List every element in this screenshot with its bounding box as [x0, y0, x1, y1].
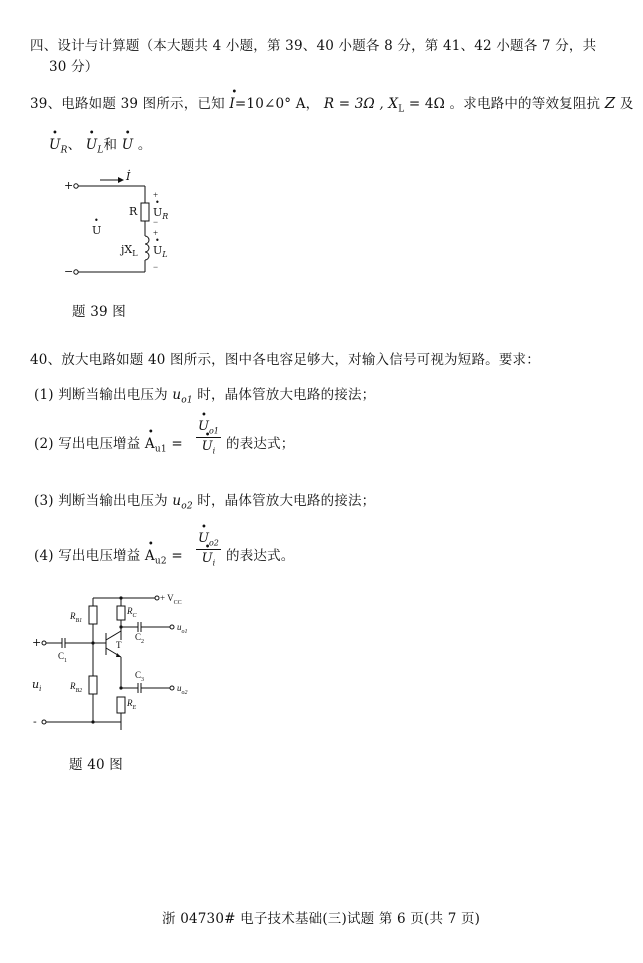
q39-current-label: İ — [126, 170, 131, 183]
q40-item3: (3) 判断当输出电压为 $u_{o2}$ 时，晶体管放大电路的接法； — [34, 493, 376, 512]
q40-re: $R_E$ — [127, 698, 137, 711]
q39-line1: 39、电路如题 39 图所示，已知 I • =10∠0° A， R = 3Ω , $X_L = 4\Omega$ 。求电路中的等效复阻抗 Z 及 — [30, 87, 634, 115]
q40-transistor-label: T — [116, 640, 122, 650]
q40-item4-fraction: U • $_{o2}$ U • $_i$ — [198, 522, 219, 568]
q39-ul-label: U • $_L$ — [153, 236, 168, 260]
q40-line1: 40、放大电路如题 40 图所示，图中各电容足够大，对输入信号可视为短路。要求： — [30, 352, 540, 368]
q40-item2-fraction: U • $_{o1}$ U • $_i$ — [198, 410, 219, 456]
q40-c3: $C_3$ — [135, 670, 145, 683]
page-footer: 浙 04730# 电子技术基础(三)试题 第 6 页(共 7 页) — [162, 911, 481, 927]
q40-uo2: $u_{o2}$ — [177, 683, 188, 696]
q39-minus-r: − — [153, 217, 159, 227]
q39-minus-left: − — [64, 265, 74, 278]
q40-caption: 题 40 图 — [69, 757, 123, 773]
q40-item4: (4) 写出电压增益 A • $_{u2}$ = — [34, 539, 183, 567]
q40-vcc: + $V_{CC}$ — [160, 593, 182, 606]
q40-rb2: $R_{B2}$ — [70, 681, 83, 694]
q39-ur-label: U • $_R$ — [153, 198, 169, 222]
q40-item1: (1) 判断当输出电压为 $u_{o1}$ 时，晶体管放大电路的接法； — [34, 387, 376, 406]
q39-jxl-label: $jX_L$ — [121, 243, 138, 259]
q40-item4-suffix: 的表达式。 — [226, 548, 295, 564]
q40-minus: - — [33, 715, 37, 728]
q40-c1: $C_1$ — [58, 651, 68, 664]
q39-line2: U • $_R$、 U • $_L$和 U • 。 — [49, 128, 152, 156]
q39-minus-l: − — [153, 262, 159, 272]
section-heading-cont: 30 分） — [49, 59, 99, 75]
q39-plus-l: + — [153, 228, 159, 238]
q39-plus-left: + — [64, 179, 74, 192]
q40-ui: $u_i$ — [32, 678, 42, 694]
q40-rc: $R_C$ — [127, 606, 137, 619]
q40-item2-suffix: 的表达式； — [226, 436, 295, 452]
q40-c2: $C_2$ — [135, 632, 145, 645]
q39-u-label: U • — [92, 216, 102, 237]
q39-r-label: R — [129, 205, 138, 218]
q40-item2: (2) 写出电压增益 A • $_{u1}$ = — [34, 427, 183, 455]
q39-plus-r: + — [153, 190, 159, 200]
q39-caption: 题 39 图 — [72, 304, 126, 320]
q40-plus: + — [32, 636, 42, 649]
q40-uo1: $u_{o1}$ — [177, 622, 188, 635]
section-heading: 四、设计与计算题（本大题共 4 小题，第 39、40 小题各 8 分，第 41、42 小题各 7 分，共 — [30, 38, 597, 54]
q40-rb1: $R_{B1}$ — [70, 611, 83, 624]
